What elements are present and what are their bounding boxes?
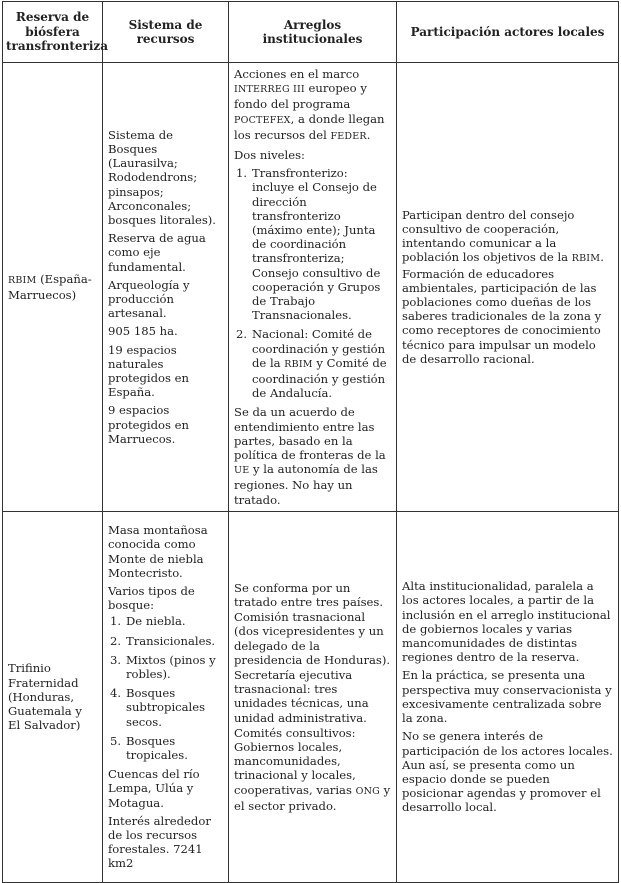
- acronym: INTERREG III: [234, 84, 305, 96]
- text-run: , a donde llegan los recursos del: [234, 111, 385, 142]
- list-item: [108, 614, 223, 628]
- acronym: RBIM: [8, 274, 37, 286]
- list-number: 4.: [110, 686, 122, 701]
- list-text: Mixtos (pinos y robles).: [126, 652, 216, 681]
- resource-item: 9 espacios protegidos en Marruecos.: [108, 403, 189, 446]
- comparison-table: [2, 1, 619, 883]
- cell-resources: [103, 511, 229, 882]
- list-item: [108, 734, 223, 762]
- resource-item: Cuencas del río Lempa, Ulúa y Motagua.: [108, 767, 200, 810]
- participation-paragraph: En la práctica, se presenta una perspectiva muy conservacionista y excesivamente centralizada sobre la zona.: [402, 668, 612, 726]
- cell-reserve: [3, 63, 103, 512]
- acronym: FEDER: [330, 130, 367, 142]
- header-resources: Sistema de recursos: [103, 2, 229, 63]
- resource-item: Masa montañosa conocida como Monte de niebla Montecristo.: [108, 523, 208, 580]
- text-run: europeo y fondo del programa: [234, 81, 367, 112]
- header-arrangements: Arreglos institucionales: [229, 2, 397, 63]
- resource-item: Arqueología y producción artesanal.: [108, 277, 190, 321]
- resource-item: 19 espacios naturales protegidos en España.: [108, 342, 189, 400]
- arrangement-paragraph: Secretaría ejecutiva trasnacional: tres unidades técnicas, una unidad administrativa.: [234, 667, 369, 725]
- table-row: [3, 511, 619, 882]
- list-text: [252, 327, 391, 400]
- arrangement-paragraph: [234, 405, 391, 506]
- list-number: 2.: [236, 327, 248, 342]
- cell-reserve: Trifinio Fraternidad (Honduras, Guatemala y El Salvador): [3, 511, 103, 882]
- arrangement-paragraph: Dos niveles:: [234, 148, 305, 163]
- list-text: De niebla.: [126, 614, 186, 629]
- text-run: Se da un acuerdo de entendimiento entre las partes, basado en la política de fronteras de la: [234, 405, 386, 463]
- list-number: 1.: [236, 166, 248, 181]
- list-item: [108, 634, 223, 648]
- participation-paragraph: No se genera interés de participación de los actores locales. Aun así, se presenta como un espacio donde se pueden posicionar agendas y promover el desarrollo local.: [402, 729, 613, 815]
- list-text: Transicionales.: [126, 633, 216, 648]
- cell-arrangements: [229, 511, 397, 882]
- text-run: Participan dentro del consejo consultivo de cooperación, intentando comunicar a la población los objetivos de la: [402, 207, 575, 265]
- arrangement-paragraph: [234, 67, 391, 144]
- text-run: y la autonomía de las regiones. No hay un tratado.: [234, 462, 378, 507]
- list-text: Bosques subtropicales secos.: [126, 686, 206, 729]
- list-number: 1.: [110, 614, 122, 629]
- text-run: Comités consultivos: Gobiernos locales, mancomunidades, trinacional y locales, cooperativas, varias: [234, 725, 356, 797]
- list-item: [234, 327, 391, 400]
- text-run: y el sector privado.: [234, 782, 391, 813]
- resource-item: Sistema de Bosques (Laurasilva; Rododendrons; pinsapos; Arconconales; bosques litorales).: [108, 127, 216, 228]
- header-participation: Participación actores locales: [397, 2, 619, 63]
- resource-item: 905 185 ha.: [108, 324, 178, 339]
- resource-item: Interés alrededor de los recursos forestales. 7241 km2: [108, 813, 211, 871]
- acronym: UE: [234, 465, 250, 477]
- text-run: . Formación de educadores ambientales, participación de las poblaciones como dueñas de los saberes tradicionales de la zona y como receptores de conocimiento técnico para impulsar un modelo de desarrollo racional.: [402, 250, 604, 366]
- list-number: 5.: [110, 733, 122, 748]
- list-number: 2.: [110, 633, 122, 648]
- participation-paragraph: Alta institucionalidad, paralela a los actores locales, a partir de la inclusión en el arreglo institucional de gobiernos locales y varias mancomunidades de distintas regiones dentro de la reserva.: [402, 579, 611, 665]
- list-text: Bosques tropicales.: [126, 733, 188, 762]
- list-text: Transfronterizo: incluye el Consejo de dirección transfronterizo (máximo ente); Junta de coordinación transfronteriza; Consejo consultivo de cooperación y Grupos de Trabajo Transnacionales.: [252, 166, 381, 323]
- cell-participation: [397, 511, 619, 882]
- reserve-name: (España-Marruecos): [8, 271, 92, 302]
- list-number: 3.: [110, 652, 122, 667]
- levels-list: [234, 166, 391, 400]
- acronym: RBIM: [571, 253, 601, 265]
- list-item: [234, 166, 391, 322]
- text-run: Acciones en el marco: [234, 67, 360, 81]
- acronym: RBIM: [284, 358, 313, 370]
- list-item: [108, 653, 223, 681]
- participation-paragraph: [402, 208, 613, 366]
- list-item: [108, 686, 223, 729]
- table-row: [3, 63, 619, 512]
- acronym: ONG: [355, 785, 380, 797]
- text-run: y Comité de coordinación y gestión de Andalucía.: [252, 355, 387, 401]
- arrangement-paragraph: Se conforma por un tratado entre tres países.: [234, 580, 384, 609]
- resource-item: Varios tipos de bosque:: [108, 583, 195, 613]
- header-reserve: Reserva de biósfera transfronteriza: [3, 2, 103, 63]
- resource-item: Reserva de agua como eje fundamental.: [108, 231, 206, 274]
- header-row: [3, 2, 619, 63]
- acronym: POCTEFEX: [234, 114, 291, 126]
- forest-types-list: [108, 614, 223, 762]
- arrangement-paragraph: Comisión trasnacional (dos vicepresidentes y un delegado de la presidencia de Honduras).: [234, 610, 391, 667]
- text-run: Nacional: Comité de coordinación y gestión de la: [252, 327, 386, 370]
- arrangement-paragraph: [234, 726, 391, 813]
- cell-arrangements: [229, 63, 397, 512]
- cell-participation: [397, 63, 619, 512]
- text-run: .: [366, 127, 371, 142]
- cell-resources: [103, 63, 229, 512]
